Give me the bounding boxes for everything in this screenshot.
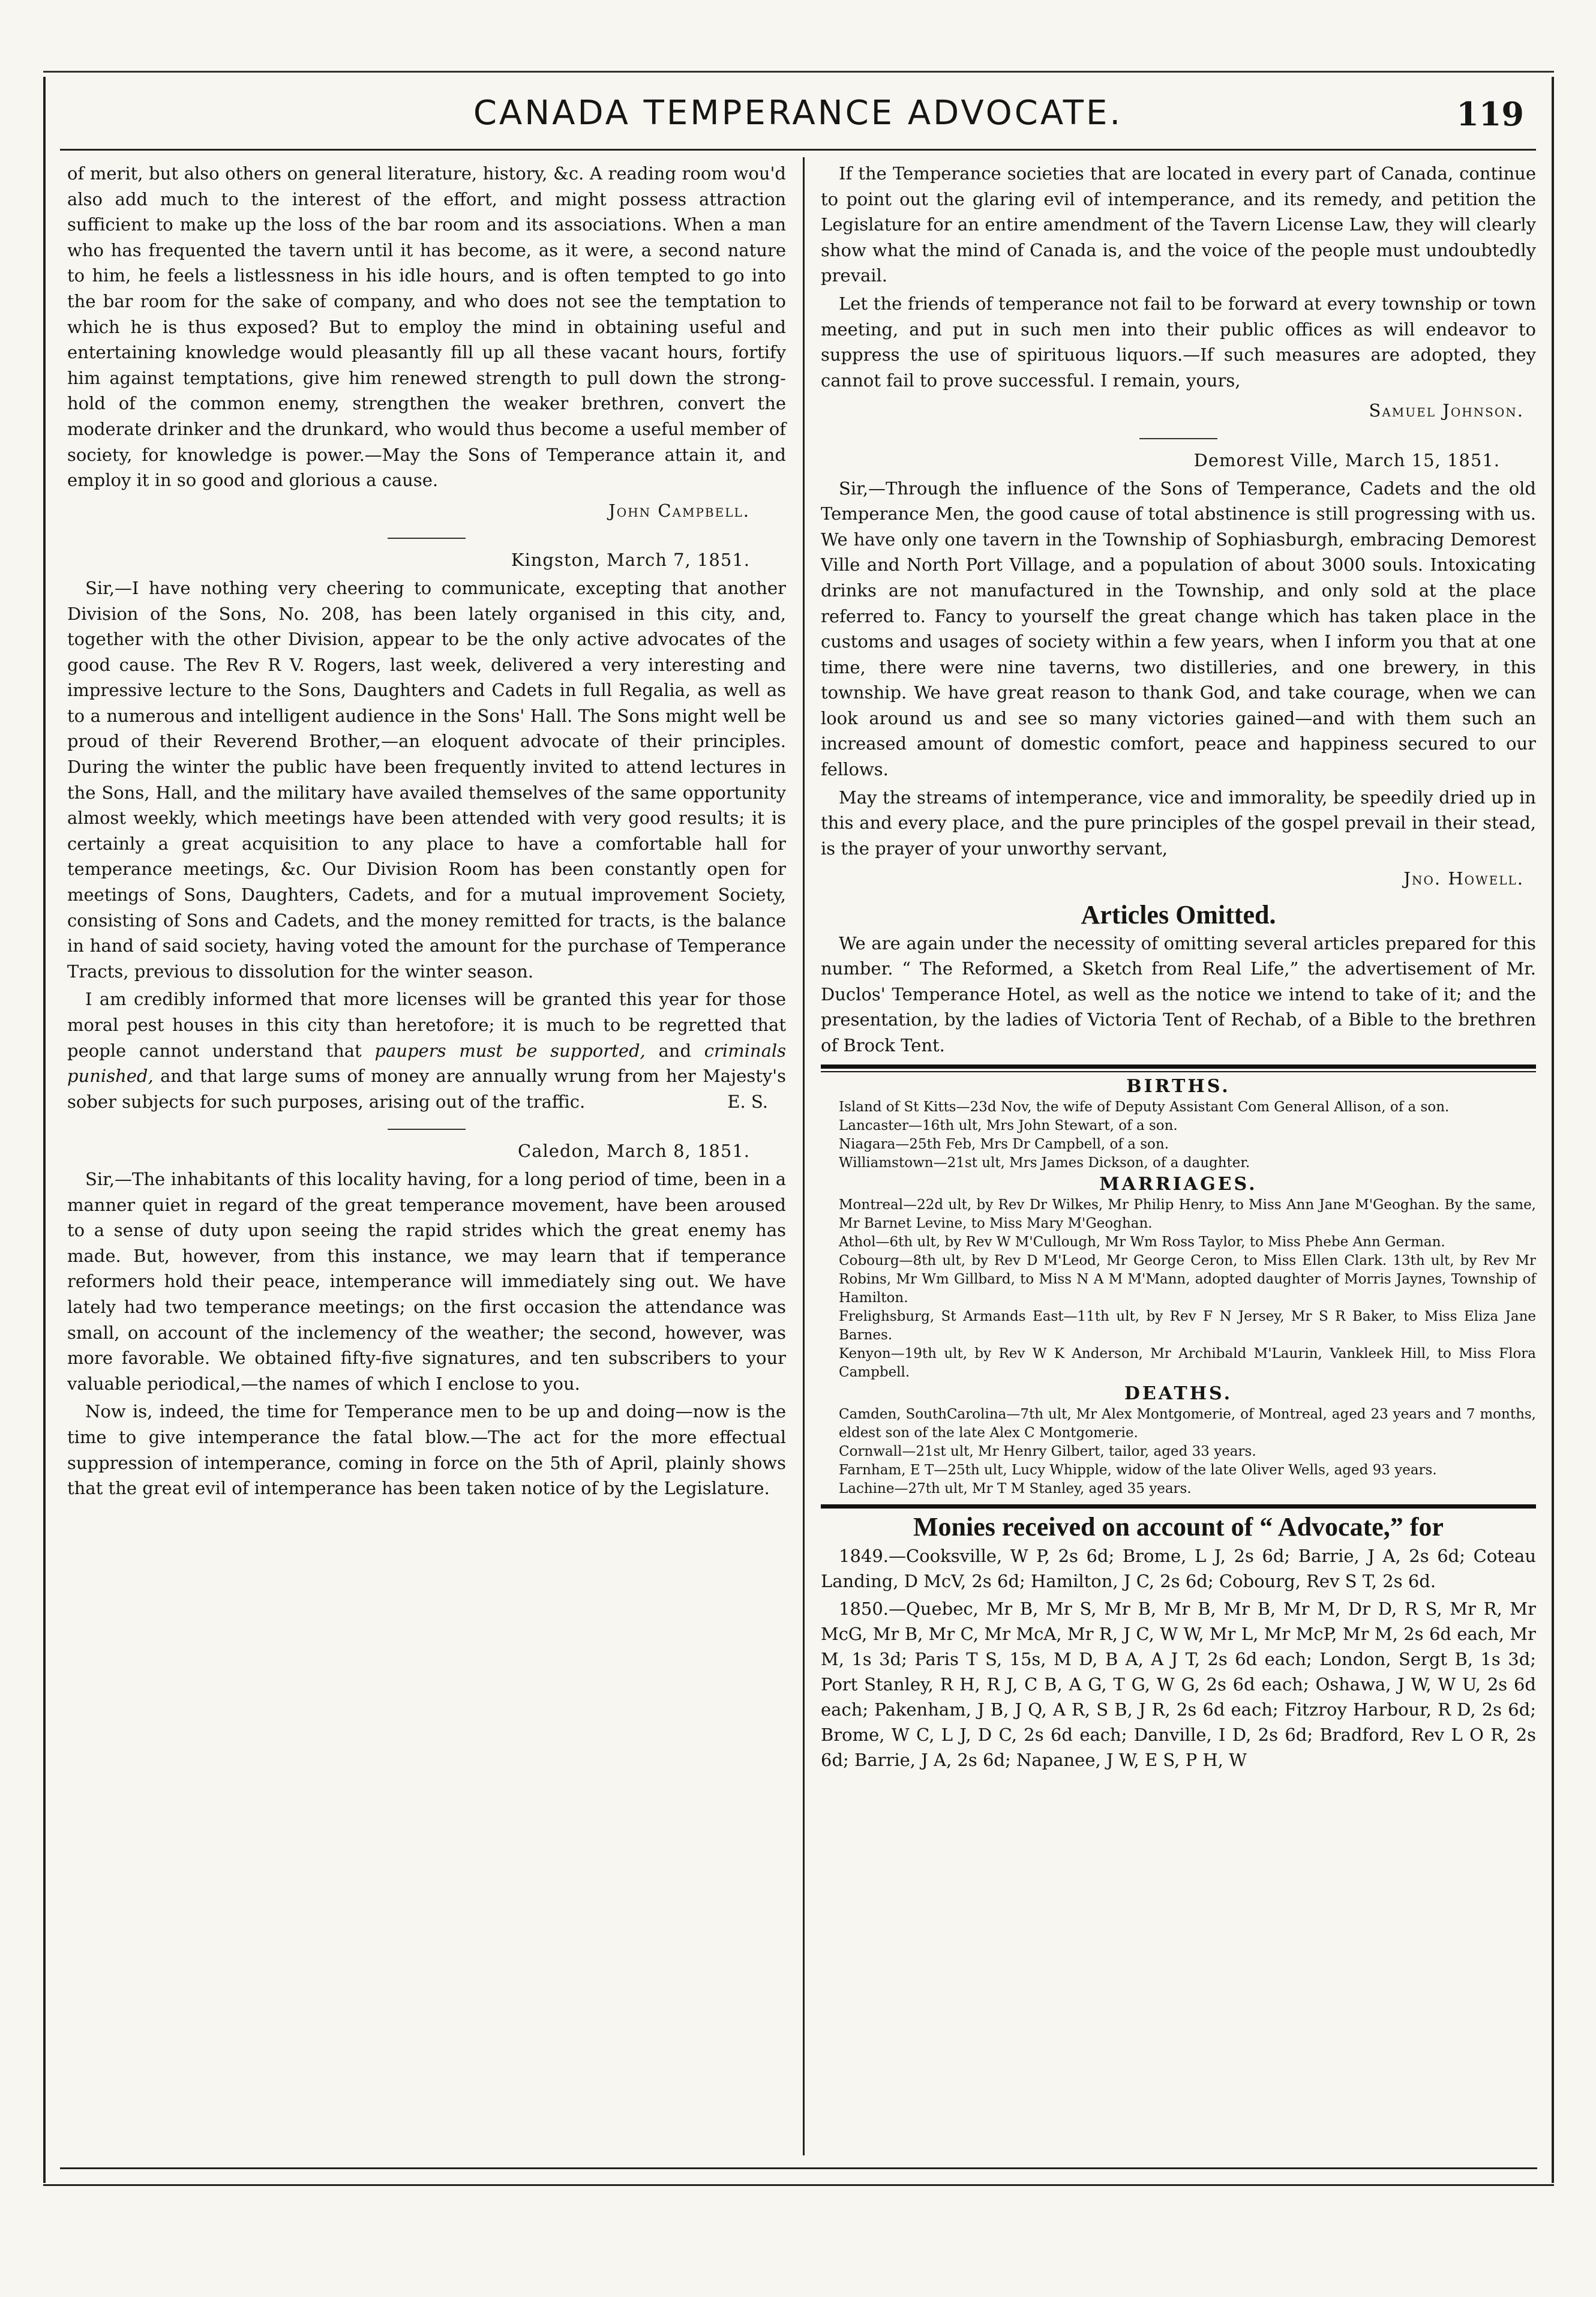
marriage-notice: Montreal—22d ult, by Rev Dr Wilkes, Mr Philip Henry, to Miss Ann Jane M'Geoghan. By the same, Mr Barnet Levine, to Miss Mary M'Geoghan.	[839, 1197, 1536, 1231]
births-heading: BIRTHS.	[1126, 1075, 1231, 1097]
kingston-dateline: Kingston, March 7, 1851.	[511, 550, 750, 571]
bottom-rule	[60, 2167, 1537, 2169]
kingston-letter-paragraph-2	[67, 986, 786, 1114]
intro-signature: John Campbell.	[608, 500, 750, 521]
column-divider	[803, 157, 805, 2155]
articles-omitted-heading: Articles Omitted.	[1081, 900, 1276, 930]
death-notice: Lachine—27th ult, Mr T M Stanley, aged 35 years.	[839, 1480, 1192, 1497]
deaths-heading: DEATHS.	[1124, 1383, 1233, 1404]
birth-notice: Lancaster—16th ult, Mrs John Stewart, of a son.	[839, 1117, 1178, 1133]
section-rule-thin	[821, 1071, 1536, 1072]
monies-1850-entry: 1850.—Quebec, Mr B, Mr S, Mr B, Mr B, Mr B, Mr M, Dr D, R S, Mr R, Mr McG, Mr B, Mr C, Mr McA, Mr R, J C, W W, Mr L, Mr McP, Mr M, 2s 6d each, Mr M, 1s 3d; Paris T S, 15s, M D, B A, A J T, 2s 6d each; London, Sergt B, 1s 3d; Port Stanley, R H, R J, C B, A G, T G, W G, 2s 6d each; Oshawa, J W, W U, 2s 6d each; Pakenham, J B, J Q, A R, S B, J R, 2s 6d each; Fitzroy Harbour, R D, 2s 6d; Brome, W C, L J, D C, 2s 6d each; Danville, I D, 2s 6d; Bradford, Rev L O R, 2s 6d; Barrie, J A, 2s 6d; Napanee, J W, E S, P H, W	[821, 1599, 1536, 1771]
death-notice: Farnham, E T—25th ult, Lucy Whipple, widow of the late Oliver Wells, aged 93 years.	[839, 1462, 1437, 1478]
kingston-text-b: and	[658, 1040, 692, 1061]
separator-rule	[388, 1129, 466, 1130]
temperance-letter-signature: Samuel Johnson.	[1369, 400, 1524, 421]
left-column	[67, 161, 786, 1504]
page-header	[60, 89, 1536, 151]
demorest-letter-paragraph: Sir,—Through the influence of the Sons of Temperance, Cadets and the old Temperance Men, the good cause of total abstinence is still progressing with us. We have only one tavern in the Township of Sophiasburgh, embracing Demorest Ville and North Port Village, and a population of about 3000 souls. Intoxicating drinks are not manufactured in the Township, and only sold at the place referred to. Fancy to yourself the great change which has taken place in the customs and usages of society within a few years, when I inform you that at one time, there were nine taverns, two distilleries, and one brewery, in this township. We have great reason to thank God, and take courage, when we can look around us and see so many victories gained—and with them such an increased amount of domestic comfort, peace and happiness secured to our fellows.	[821, 478, 1536, 780]
intro-paragraph: of merit, but also others on general literature, history, &c. A reading room wou'd also add much to the interest of the effort, and might possess attraction sufficient to make up the loss of the bar room and its associations. When a man who has frequented the tavern until it has become, as it were, a second nature to him, he feels a listlessness in his idle hours, and is often tempted to go into the bar room for the sake of company, and who does not see the temptation to which he is thus exposed? But to employ the mind in obtaining useful and entertaining knowledge would pleasantly fill up all these vacant hours, fortify him against temptations, give him renewed strength to pull down the strong-hold of the common enemy, strengthen the weaker brethren, convert the moderate drinker and the drunkard, who would thus become a useful member of society, for knowledge is power.—May the Sons of Temperance attain it, and employ it in so good and glorious a cause.	[67, 163, 786, 491]
kingston-text-a: I am credibly informed that more licenses will be granted this year for those moral pest houses in this city than heretofore; it is much to be regretted that people cannot understand that	[67, 989, 786, 1061]
section-rule-thick	[821, 1504, 1536, 1509]
caledon-letter-paragraph: Sir,—The inhabitants of this locality having, for a long period of time, been in a manner quiet in regard of the great temperance movement, have been aroused to a sense of duty upon seeing the rapid strides which the great enemy has made. But, however, from this instance, we may learn that if temperance reformers hold their peace, intemperance will immediately sing out. We have lately had two temperance meetings; on the first occasion the attendance was small, on account of the inclemency of the weather; the second, however, was more favorable. We obtained fifty-five signatures, and ten subscribers to your valuable periodical,—the names of which I enclose to you.	[67, 1168, 786, 1394]
marriage-notice: Cobourg—8th ult, by Rev D M'Leod, Mr George Ceron, to Miss Ellen Clark. 13th ult, by Rev Mr Robins, Mr Wm Gillbard, to Miss N A M M'Mann, adopted daughter of Morris Jaynes, Township of Hamilton.	[839, 1252, 1536, 1306]
kingston-italic-paupers: paupers must be supported,	[374, 1040, 646, 1061]
kingston-italic-criminals: criminals punished,	[67, 1040, 787, 1087]
temperance-letter-paragraph-2: Let the friends of temperance not fail to be forward at every township or town meeting, and put in such men into their public offices as will endeavor to suppress the use of spirituous liquors.—If such measures are adopted, they cannot fail to prove successful. I remain, yours,	[821, 293, 1536, 391]
page-number: 119	[1456, 95, 1524, 133]
newspaper-title: CANADA TEMPERANCE ADVOCATE.	[473, 94, 1123, 133]
marriage-notice: Kenyon—19th ult, by Rev W K Anderson, Mr Archibald M'Laurin, Vankleek Hill, to Miss Flora Campbell.	[839, 1345, 1536, 1380]
demorest-signature: Jno. Howell.	[1403, 868, 1524, 889]
death-notice: Camden, SouthCarolina—7th ult, Mr Alex Montgomerie, of Montreal, aged 23 years and 7 months, eldest son of the late Alex C Montgomerie.	[839, 1406, 1536, 1441]
kingston-letter-paragraph: Sir,—I have nothing very cheering to communicate, excepting that another Division of the Sons, No. 208, has been lately organised in this city, and, together with the other Division, appear to be the only active advocates of the good cause. The Rev R V. Rogers, last week, delivered a very interesting and impressive lecture to the Sons, Daughters and Cadets in full Regalia, as well as to a numerous and intelligent audience in the Sons' Hall. The Sons might well be proud of their Reverend Brother,—an eloquent advocate of their principles. During the winter the public have been frequently invited to attend lectures in the Sons, Hall, and the military have availed themselves of the same opportunity almost weekly, which meetings have been attended with very good results; it is certainly a great acquisition to any place to have a comfortable hall for temperance meetings, &c. Our Division Room has been constantly open for meetings of Sons, Daughters, Cadets, and for a mutual improvement Society, consisting of Sons and Cadets, and the money remitted for tracts, is the balance in hand of said society, having voted the amount for the purchase of Temperance Tracts, previous to dissolution for the winter season.	[67, 577, 786, 982]
death-notice: Cornwall—21st ult, Mr Henry Gilbert, tailor, aged 33 years.	[839, 1443, 1256, 1459]
bottom-border-rule	[43, 2184, 1554, 2186]
articles-omitted-paragraph: We are again under the necessity of omitting several articles prepared for this number. “ The Reformed, a Sketch from Real Life,” the advertisement of Mr. Duclos' Temperance Hotel, as well as the notice we intend to take of it; and the presentation, by the ladies of Victoria Tent of Rechab, of a Bible to the brethren of Brock Tent.	[821, 932, 1536, 1055]
right-column	[821, 161, 1536, 1775]
section-rule-thick	[821, 1064, 1536, 1069]
caledon-letter-paragraph-2: Now is, indeed, the time for Temperance men to be up and doing—now is the time to give intemperance the fatal blow.—The act for the more effectual suppression of intemperance, coming in force on the 5th of April, plainly shows that the great evil of intemperance has been taken notice of by the Legislature.	[67, 1401, 786, 1499]
kingston-text-c: and that large sums of money are annually wrung from her Majesty's sober subjects for such purposes, arising out of the traffic.	[67, 1066, 787, 1112]
marriage-notice: Athol—6th ult, by Rev W M'Cullough, Mr Wm Ross Taylor, to Miss Phebe Ann German.	[839, 1234, 1445, 1250]
monies-received-list	[821, 1543, 1536, 1773]
kingston-signature: E. S.	[727, 1091, 768, 1112]
caledon-dateline: Caledon, March 8, 1851.	[518, 1141, 750, 1162]
monies-received-heading: Monies received on account of “ Advocate,” for	[913, 1512, 1444, 1542]
marriages-heading: MARRIAGES.	[1099, 1173, 1258, 1195]
demorest-dateline: Demorest Ville, March 15, 1851.	[1193, 449, 1500, 470]
birth-notice: Williamstown—21st ult, Mrs James Dickson, of a daughter.	[839, 1155, 1250, 1171]
monies-1849-entry: 1849.—Cooksville, W P, 2s 6d; Brome, L J, 2s 6d; Barrie, J A, 2s 6d; Coteau Landing, D McV, 2s 6d; Hamilton, J C, 2s 6d; Cobourg, Rev S T, 2s 6d.	[821, 1546, 1536, 1592]
separator-rule	[1139, 438, 1217, 439]
top-border-rule	[43, 71, 1554, 73]
birth-notice: Island of St Kitts—23d Nov, the wife of Deputy Assistant Com General Allison, of a son.	[839, 1099, 1450, 1115]
marriage-notice: Frelighsburg, St Armands East—11th ult, by Rev F N Jersey, Mr S R Baker, to Miss Eliza Jane Barnes.	[839, 1308, 1536, 1343]
birth-notice: Niagara—25th Feb, Mrs Dr Campbell, of a son.	[839, 1136, 1169, 1152]
notices-section	[821, 1077, 1536, 1498]
demorest-letter-paragraph-2: May the streams of intemperance, vice and immorality, be speedily dried up in this and every place, and the pure principles of the gospel prevail in their stead, is the prayer of your unworthy servant,	[821, 787, 1536, 859]
temperance-letter-paragraph: If the Temperance societies that are located in every part of Canada, continue to point out the glaring evil of intemperance, and its remedy, and petition the Legislature for an entire amendment of the Tavern License Law, they will clearly show what the mind of Canada is, and the voice of the people must undoubtedly prevail.	[821, 163, 1536, 286]
separator-rule	[388, 538, 466, 539]
